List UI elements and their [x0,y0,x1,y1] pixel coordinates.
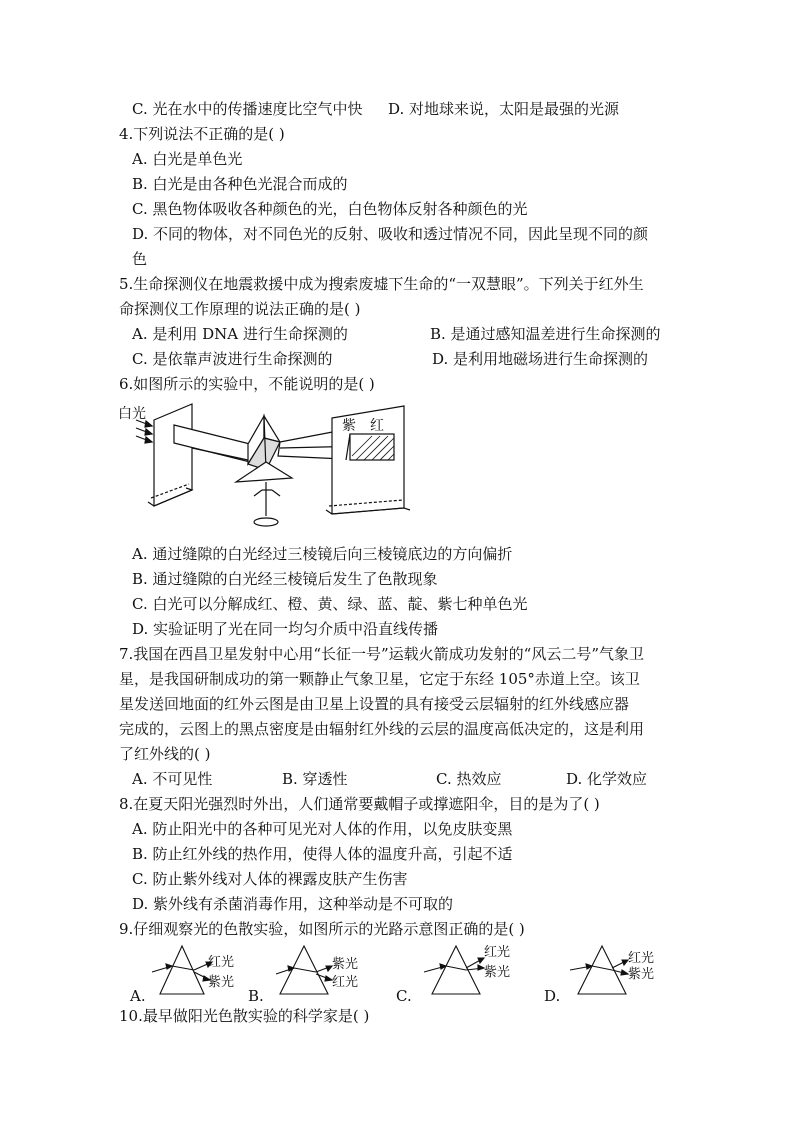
q9-option-b-letter: B. [248,987,264,1005]
q7-option-d: D. 化学效应 [566,770,648,788]
q5-option-d: D. 是利用地磁场进行生命探测的 [432,350,649,368]
q3-option-c: C. 光在水中的传播速度比空气中快 [132,100,363,118]
q7-stem-line4: 完成的，云图上的黑点密度是由辐射红外线的云层的温度高低决定的，这是利用 [119,720,645,738]
q4-option-a: A. 白光是单色光 [132,150,243,168]
q9-option-a-diagram [150,942,246,1000]
q7-stem-line3: 星发送回地面的红外云图是由卫星上设置的具有接受云层辐射的红外线感应器 [119,695,630,713]
q6-figure-label-purple: 紫 [342,418,356,434]
q9-b-bottom-label: 红光 [332,975,359,990]
q7-stem-line2: 星，是我国研制成功的第一颗静止气象卫星，它定于东经 105°赤道上空。该卫 [119,670,640,688]
q9-a-bottom-label: 紫光 [208,975,235,990]
q5-option-c: C. 是依靠声波进行生命探测的 [132,350,333,368]
q9-option-a-letter: A. [130,987,146,1005]
q9-option-b-diagram [270,942,370,1000]
q8-option-c: C. 防止紫外线对人体的裸露皮肤产生伤害 [132,870,408,888]
q4-option-d-line1: D. 不同的物体，对不同色光的反射、吸收和透过情况不同，因此呈现不同的颜 [132,225,649,243]
q7-option-b: B. 穿透性 [282,770,348,788]
q6-option-b: B. 通过缝隙的白光经三棱镜后发生了色散现象 [132,570,438,588]
q6-stem: 6.如图所示的实验中，不能说明的是( ) [119,375,375,393]
q9-c-top-label: 红光 [484,945,511,960]
q8-option-d: D. 紫外线有杀菌消毒作用，这种举动是不可取的 [132,895,454,913]
q9-d-top-label: 红光 [628,951,655,966]
q7-stem-line5: 了红外线的( ) [119,745,211,763]
q6-figure-label-red: 红 [370,418,384,434]
q9-d-bottom-label: 紫光 [628,967,655,982]
q9-option-d-letter: D. [544,987,561,1005]
q4-option-d-line2: 色 [132,250,148,268]
q3-option-d: D. 对地球来说，太阳是最强的光源 [388,100,620,118]
q7-stem-line1: 7.我国在西昌卫星发射中心用“长征一号”运载火箭成功发射的“风云二号”气象卫 [119,645,644,663]
q5-stem-line1: 5.生命探测仪在地震救援中成为搜索废墟下生命的“一双慧眼”。下列关于红外生 [119,275,644,293]
q6-prism-dispersion-figure [114,398,434,536]
q6-figure-label-white: 白光 [118,406,146,422]
q6-option-d: D. 实验证明了光在同一均匀介质中沿直线传播 [132,620,439,638]
q9-option-c-letter: C. [396,987,412,1005]
q9-option-c-diagram [418,936,518,1000]
q4-option-b: B. 白光是由各种色光混合而成的 [132,175,348,193]
q4-stem: 4.下列说法不正确的是( ) [119,125,285,143]
q5-option-b: B. 是通过感知温差进行生命探测的 [430,325,661,343]
q8-option-a: A. 防止阳光中的各种可见光对人体的作用，以免皮肤变黑 [132,820,513,838]
q7-option-c: C. 热效应 [436,770,502,788]
q6-option-a: A. 通过缝隙的白光经过三棱镜后向三棱镜底边的方向偏折 [132,545,513,563]
q5-stem-line2: 命探测仪工作原理的说法正确的是( ) [119,300,361,318]
q7-option-a: A. 不可见性 [132,770,213,788]
q9-a-top-label: 红光 [208,955,235,970]
q9-c-bottom-label: 紫光 [484,965,511,980]
q10-stem: 10.最早做阳光色散实验的科学家是( ) [119,1007,370,1025]
q9-b-top-label: 紫光 [332,957,359,972]
q9-stem: 9.仔细观察光的色散实验，如图所示的光路示意图正确的是( ) [119,920,525,938]
q8-stem: 8.在夏天阳光强烈时外出，人们通常要戴帽子或撑遮阳伞，目的是为了( ) [119,795,600,813]
q8-option-b: B. 防止红外线的热作用，使得人体的温度升高，引起不适 [132,845,513,863]
q4-option-c: C. 黑色物体吸收各种颜色的光，白色物体反射各种颜色的光 [132,200,528,218]
q6-option-c: C. 白光可以分解成红、橙、黄、绿、蓝、靛、紫七种单色光 [132,595,528,613]
q9-option-d-diagram [564,940,664,1000]
q5-option-a: A. 是利用 DNA 进行生命探测的 [132,325,348,343]
